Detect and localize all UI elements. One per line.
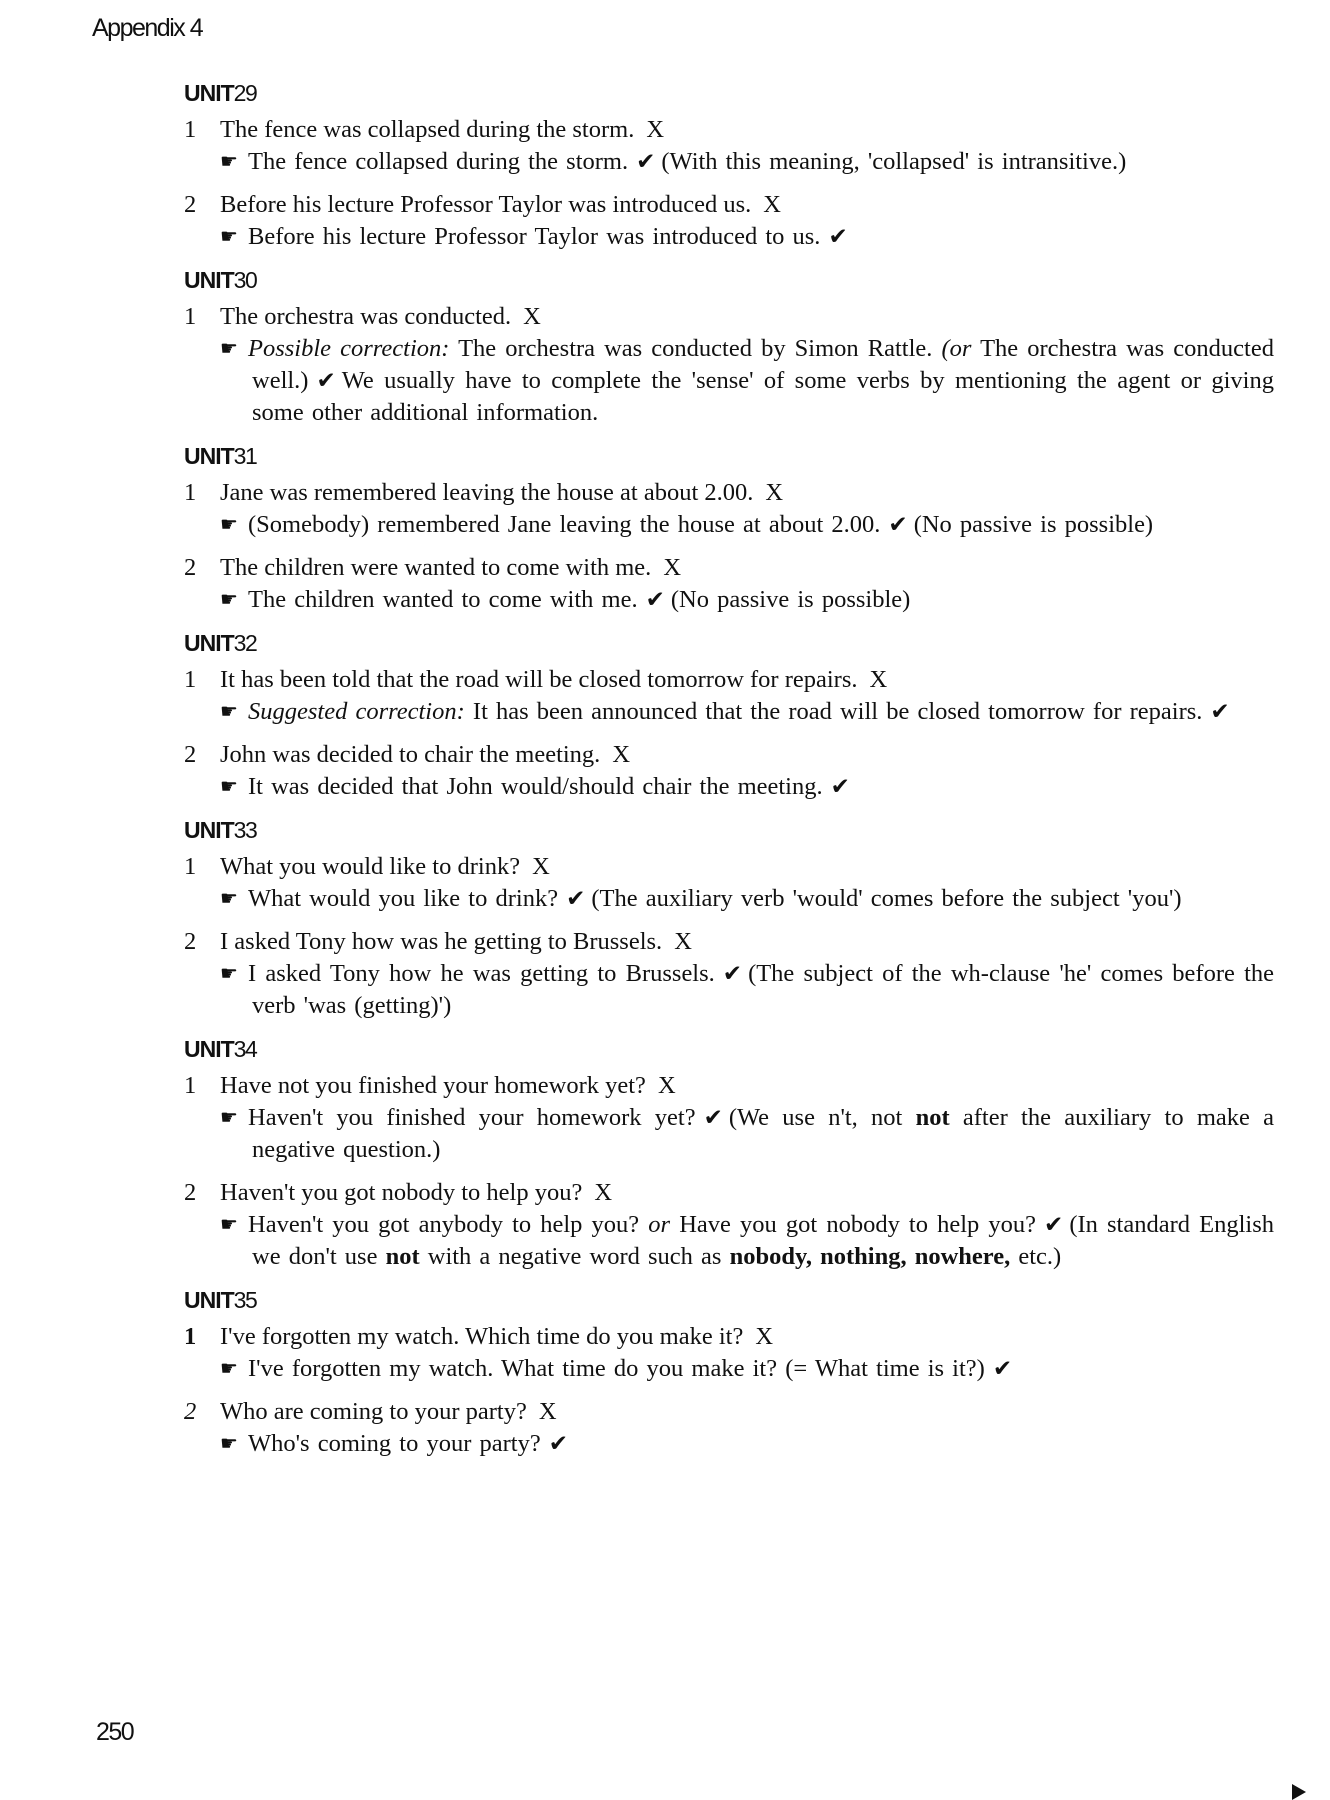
check-mark-icon: ✔: [548, 1431, 569, 1456]
wrong-mark: X: [674, 928, 692, 955]
item-number: 2: [184, 191, 197, 218]
correction-text: after the auxiliary to make a negative question.): [252, 1104, 1274, 1163]
check-mark-icon: ✔: [703, 1105, 723, 1130]
answer-key-content: [184, 78, 1274, 1472]
incorrect-text: John was decided to chair the meeting.: [220, 741, 601, 768]
correction: [188, 1428, 1274, 1460]
unit-label: UNIT: [184, 630, 234, 656]
pointing-hand-icon: ☛: [220, 963, 238, 985]
check-mark-icon: ✔: [1044, 1212, 1064, 1237]
incorrect-text: What you would like to drink?: [220, 853, 521, 880]
correction-text: It was decided that John would/should chair the meeting.: [248, 773, 823, 800]
correction: [188, 696, 1274, 728]
correction-text: The fence collapsed during the storm.: [248, 148, 629, 175]
unit-heading: [184, 441, 1274, 471]
correction-text: Possible correction:: [248, 335, 450, 362]
wrong-mark: X: [532, 853, 550, 880]
wrong-mark: X: [612, 741, 631, 768]
correction-text: The orchestra was conducted well.): [252, 335, 1274, 394]
unit-heading: [184, 265, 1274, 295]
unit-label: UNIT: [184, 443, 234, 469]
pointing-hand-icon: ☛: [220, 701, 238, 723]
unit-number: 29: [233, 80, 257, 106]
pointing-hand-icon: ☛: [220, 1107, 238, 1129]
exercise-item: [184, 301, 1274, 429]
incorrect-text: It has been told that the road will be closed tomorrow for repairs.: [220, 666, 858, 693]
correction: [188, 584, 1274, 616]
incorrect-sentence: [184, 114, 1274, 146]
correction-text: Haven't you got anybody to help you?: [248, 1211, 649, 1238]
incorrect-sentence: [184, 477, 1274, 509]
unit-section: [184, 628, 1274, 803]
correction-text: etc.): [1010, 1243, 1062, 1270]
pointing-hand-icon: ☛: [220, 888, 238, 910]
check-mark-icon: ✔: [722, 961, 743, 986]
check-mark-icon: ✔: [566, 886, 586, 911]
item-number: 1: [184, 116, 197, 143]
check-mark-icon: ✔: [992, 1356, 1013, 1381]
correction-text: The orchestra was conducted by Simon Rattle.: [449, 335, 942, 362]
incorrect-sentence: [184, 189, 1274, 221]
pointing-hand-icon: ☛: [220, 514, 238, 536]
correction-text: I asked Tony how he was getting to Brussels.: [248, 960, 715, 987]
unit-section: [184, 78, 1274, 253]
incorrect-sentence: [184, 1177, 1274, 1209]
unit-heading: [184, 78, 1274, 108]
correction-text: (or: [941, 335, 972, 362]
incorrect-sentence: [184, 851, 1274, 883]
running-head: Appendix 4: [92, 14, 203, 42]
incorrect-text: Haven't you got nobody to help you?: [220, 1179, 583, 1206]
correction-text: not: [915, 1104, 950, 1131]
correction-text: (No passive is possible): [670, 586, 911, 613]
unit-label: UNIT: [184, 1287, 234, 1313]
correction: [188, 1353, 1274, 1385]
check-mark-icon: ✔: [830, 774, 850, 799]
correction: [188, 146, 1274, 178]
pointing-hand-icon: ☛: [220, 1433, 238, 1455]
pointing-hand-icon: ☛: [220, 338, 238, 360]
correction: [188, 771, 1274, 803]
exercise-item: [184, 1396, 1274, 1460]
wrong-mark: X: [869, 666, 888, 693]
correction-text: (We use n't, not: [728, 1104, 916, 1131]
item-number: 1: [184, 666, 197, 693]
exercise-item: [184, 114, 1274, 178]
correction: [188, 883, 1274, 915]
correction-text: (With this meaning, 'collapsed' is intransitive.): [661, 148, 1127, 175]
unit-heading: [184, 1034, 1274, 1064]
correction-text: I've forgotten my watch. What time do you make it? (= What time is it?): [248, 1355, 985, 1382]
incorrect-text: The orchestra was conducted.: [220, 303, 512, 330]
exercise-item: [184, 1070, 1274, 1166]
correction-text: (The auxiliary verb 'would' comes before the subject 'you'): [591, 885, 1182, 912]
incorrect-sentence: [184, 1396, 1274, 1428]
page-number: 250: [96, 1718, 134, 1746]
unit-number: 35: [233, 1287, 257, 1313]
unit-heading: [184, 1285, 1274, 1315]
incorrect-sentence: [184, 664, 1274, 696]
wrong-mark: X: [663, 554, 682, 581]
wrong-mark: X: [657, 1072, 676, 1099]
check-mark-icon: ✔: [645, 587, 665, 612]
unit-label: UNIT: [184, 80, 234, 106]
exercise-item: [184, 1177, 1274, 1273]
incorrect-text: The children were wanted to come with me.: [220, 554, 652, 581]
item-number: 2: [184, 554, 197, 581]
unit-section: [184, 1034, 1274, 1273]
pointing-hand-icon: ☛: [220, 589, 238, 611]
pointing-hand-icon: ☛: [220, 1214, 238, 1236]
correction-text: or: [648, 1211, 671, 1238]
wrong-mark: X: [594, 1179, 613, 1206]
exercise-item: [184, 926, 1274, 1022]
correction-text: (Somebody) remembered Jane leaving the house at about 2.00.: [248, 511, 881, 538]
exercise-item: [184, 189, 1274, 253]
check-mark-icon: ✔: [636, 149, 656, 174]
correction: [188, 221, 1274, 253]
correction-text: (The subject of the wh-clause 'he' comes before the verb 'was (getting)'): [252, 960, 1274, 1019]
unit-section: [184, 1285, 1274, 1460]
correction-text: Have you got nobody to help you?: [670, 1211, 1037, 1238]
incorrect-sentence: [184, 739, 1274, 771]
unit-number: 33: [233, 817, 257, 843]
correction-text: nobody, nothing, nowhere,: [729, 1243, 1011, 1270]
incorrect-text: Jane was remembered leaving the house at about 2.00.: [220, 479, 754, 506]
unit-number: 34: [233, 1036, 257, 1062]
correction-text: Before his lecture Professor Taylor was introduced to us.: [248, 223, 821, 250]
incorrect-text: I asked Tony how was he getting to Brussels.: [220, 928, 663, 955]
wrong-mark: X: [523, 303, 541, 330]
incorrect-text: Who are coming to your party?: [220, 1398, 527, 1425]
unit-label: UNIT: [184, 817, 234, 843]
unit-heading: [184, 628, 1274, 658]
incorrect-sentence: [184, 552, 1274, 584]
wrong-mark: X: [763, 191, 781, 218]
item-number: 2: [184, 741, 197, 768]
correction-text: What would you like to drink?: [248, 885, 559, 912]
unit-heading: [184, 815, 1274, 845]
incorrect-text: The fence was collapsed during the storm.: [220, 116, 635, 143]
exercise-item: [184, 552, 1274, 616]
correction-text: with a negative word such as: [419, 1243, 730, 1270]
incorrect-sentence: [184, 1321, 1274, 1353]
correction: [188, 333, 1274, 429]
item-number: 1: [184, 1072, 197, 1099]
item-number: 1: [184, 303, 197, 330]
correction-text: Suggested correction:: [248, 698, 465, 725]
correction: [188, 509, 1274, 541]
exercise-item: [184, 851, 1274, 915]
check-mark-icon: ✔: [828, 224, 848, 249]
wrong-mark: X: [765, 479, 784, 506]
item-number: 2: [184, 1398, 197, 1425]
item-number: 1: [184, 479, 197, 506]
pointing-hand-icon: ☛: [220, 776, 238, 798]
correction-text: Haven't you finished your homework yet?: [248, 1104, 696, 1131]
check-mark-icon: ✔: [316, 368, 336, 393]
pointing-hand-icon: ☛: [220, 151, 238, 173]
incorrect-sentence: [184, 1070, 1274, 1102]
item-number: 2: [184, 928, 197, 955]
unit-section: [184, 441, 1274, 616]
wrong-mark: X: [646, 116, 665, 143]
page-turn-arrow-icon: [1292, 1784, 1306, 1800]
incorrect-text: Have not you finished your homework yet?: [220, 1072, 646, 1099]
correction-text: The children wanted to come with me.: [248, 586, 638, 613]
unit-section: [184, 265, 1274, 429]
exercise-item: [184, 477, 1274, 541]
check-mark-icon: ✔: [1210, 699, 1230, 724]
unit-section: [184, 815, 1274, 1022]
correction-text: (No passive is possible): [913, 511, 1154, 538]
correction-text: not: [385, 1243, 420, 1270]
wrong-mark: X: [538, 1398, 557, 1425]
exercise-item: [184, 1321, 1274, 1385]
incorrect-text: Before his lecture Professor Taylor was introduced us.: [220, 191, 752, 218]
incorrect-sentence: [184, 926, 1274, 958]
unit-number: 30: [233, 267, 257, 293]
correction-text: Who's coming to your party?: [248, 1430, 541, 1457]
correction: [188, 1102, 1274, 1166]
exercise-item: [184, 739, 1274, 803]
correction: [188, 1209, 1274, 1273]
incorrect-text: I've forgotten my watch. Which time do you make it?: [220, 1323, 744, 1350]
exercise-item: [184, 664, 1274, 728]
wrong-mark: X: [755, 1323, 774, 1350]
correction-text: (In standard English we don't use: [252, 1211, 1274, 1270]
item-number: 2: [184, 1179, 197, 1206]
check-mark-icon: ✔: [888, 512, 908, 537]
unit-number: 32: [233, 630, 257, 656]
unit-number: 31: [233, 443, 257, 469]
incorrect-sentence: [184, 301, 1274, 333]
correction-text: We usually have to complete the 'sense' of some verbs by mentioning the agent or giving some other additional information.: [252, 367, 1274, 426]
unit-label: UNIT: [184, 1036, 234, 1062]
pointing-hand-icon: ☛: [220, 1358, 238, 1380]
item-number: 1: [184, 853, 197, 880]
pointing-hand-icon: ☛: [220, 226, 238, 248]
unit-label: UNIT: [184, 267, 234, 293]
correction-text: It has been announced that the road will be closed tomorrow for repairs.: [464, 698, 1203, 725]
correction: [188, 958, 1274, 1022]
item-number: 1: [184, 1323, 197, 1350]
